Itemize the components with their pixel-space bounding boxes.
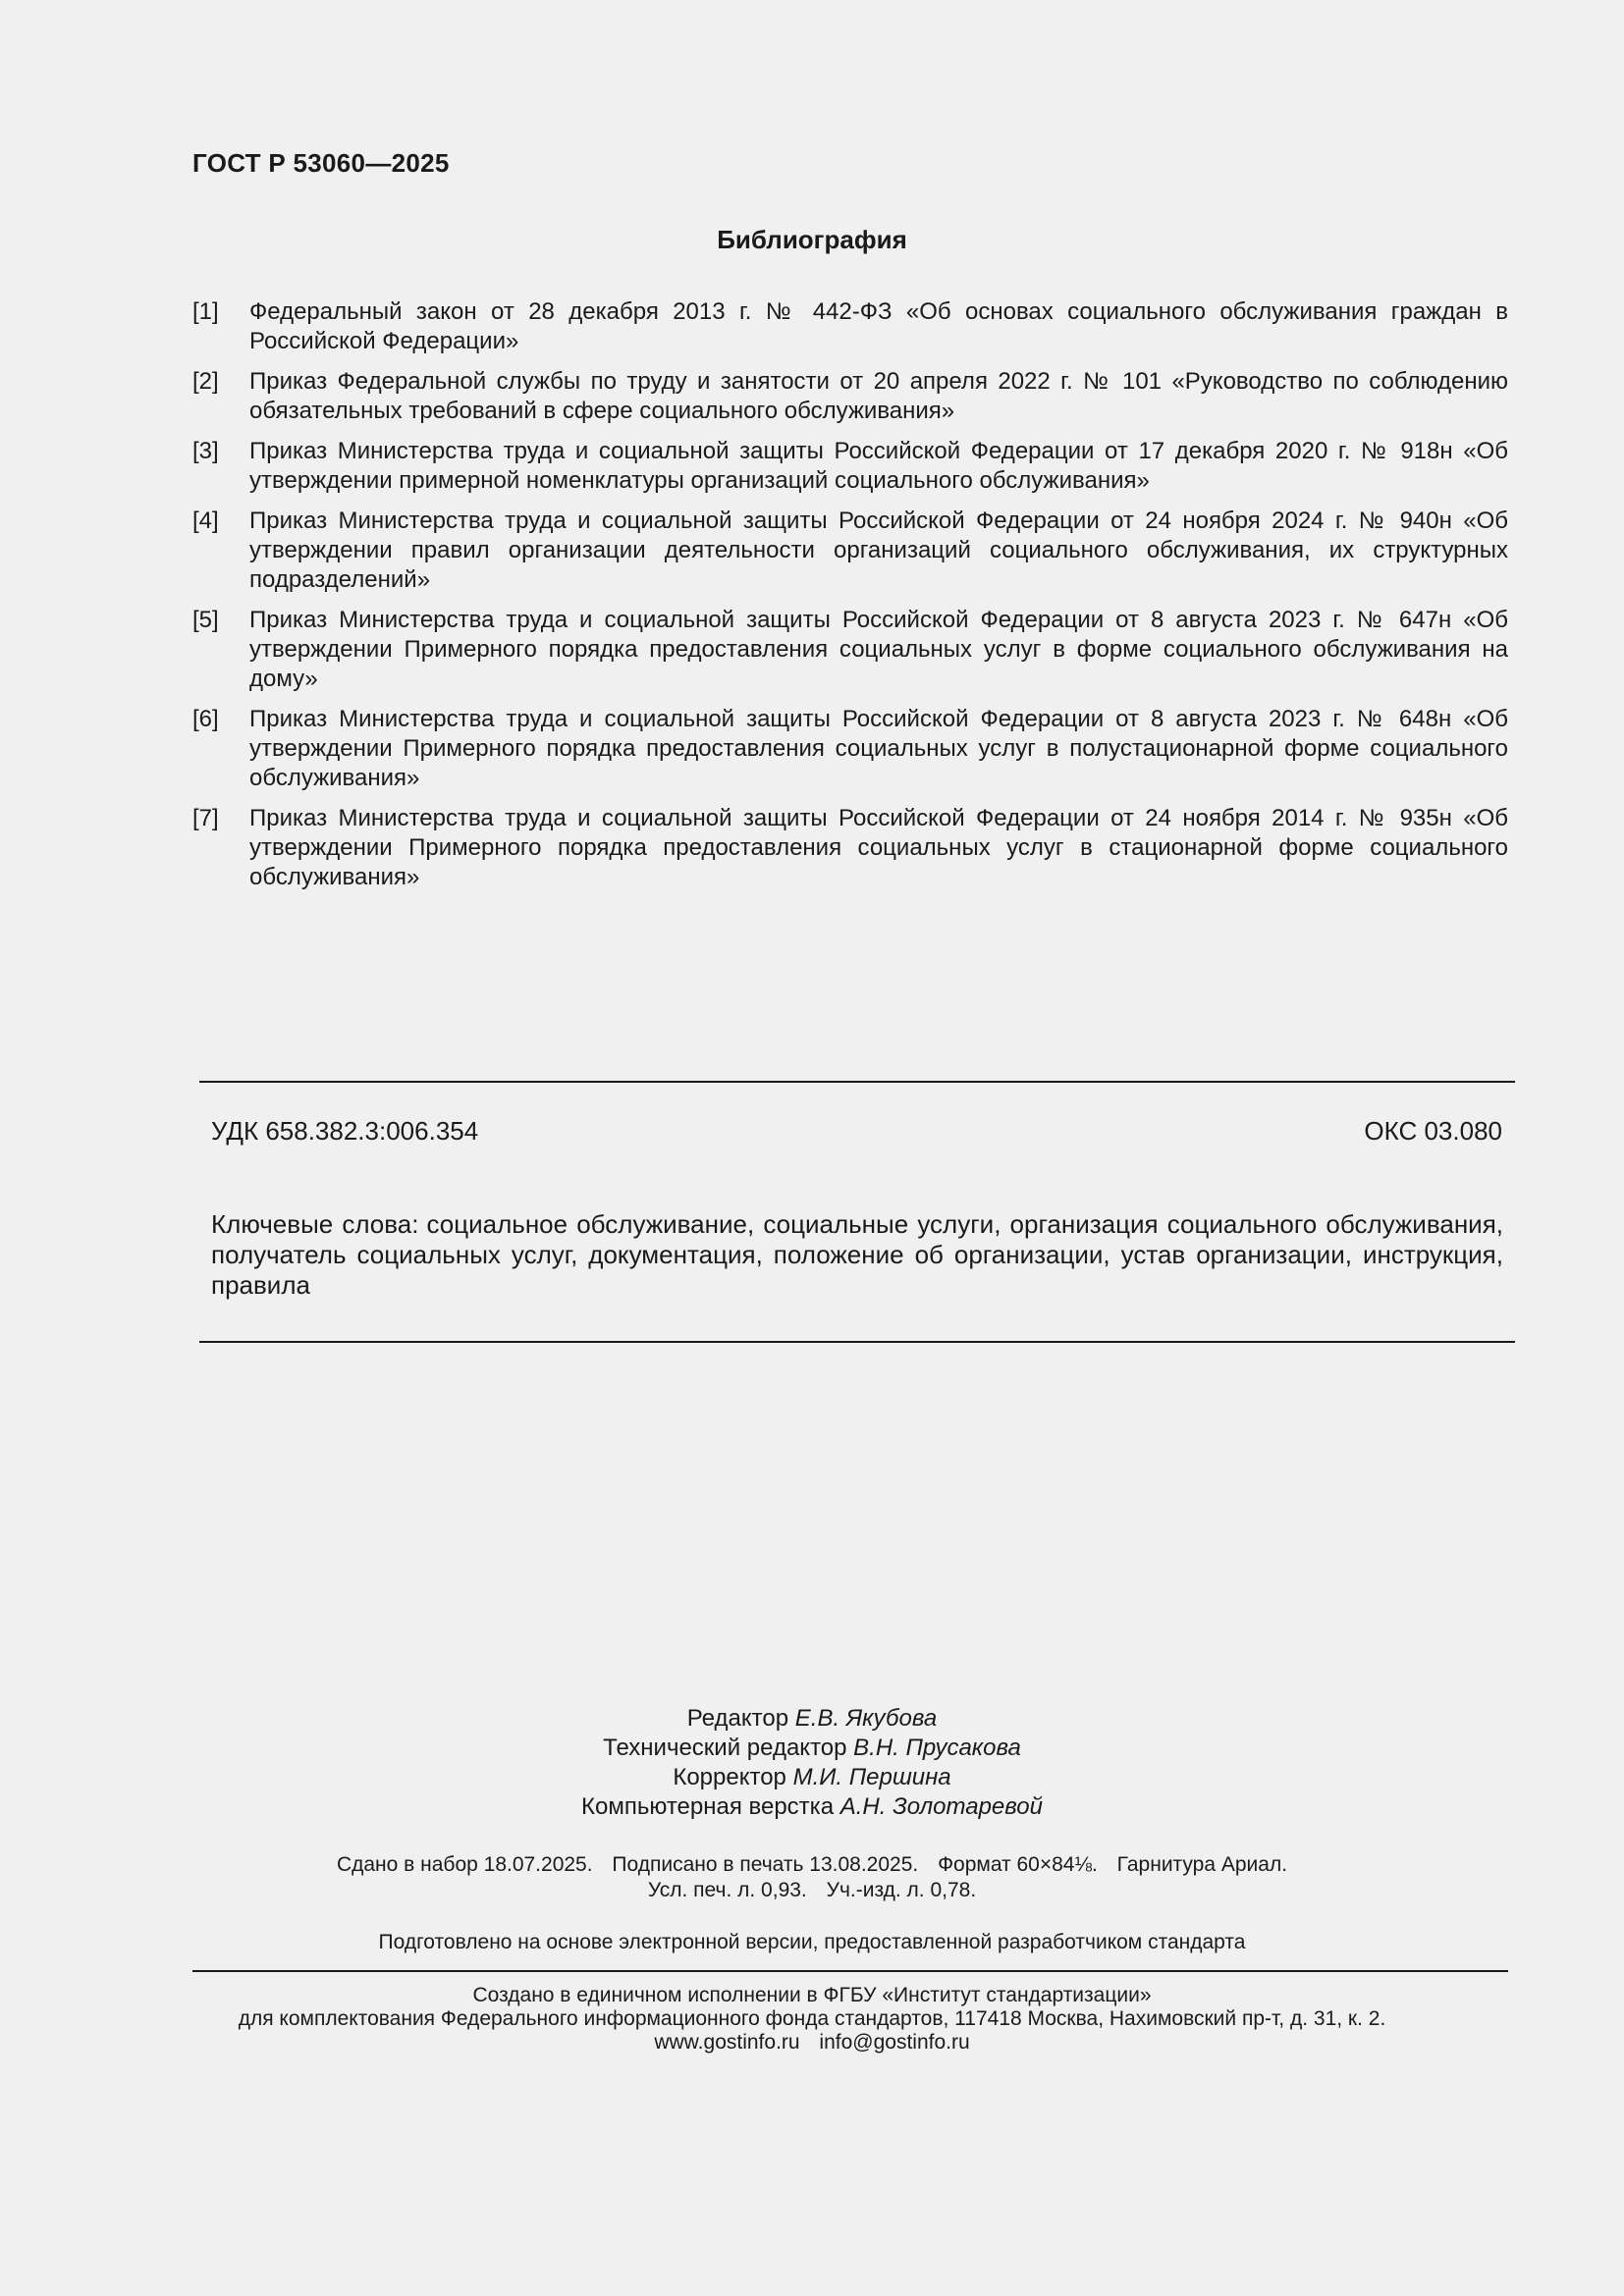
print-info: [0, 1852, 1624, 1903]
reference-number: [6]: [192, 706, 219, 732]
reference-number: [5]: [192, 607, 219, 633]
credits-block: [0, 1704, 1624, 1822]
bibliography-item: [192, 606, 1508, 694]
document-code: ГОСТ Р 53060—2025: [192, 148, 450, 178]
reference-text: Приказ Министерства труда и социальной защиты Российской Федерации от 24 ноября 2024 г. № 940н «Об утверждении правил организации деятельности организаций социального обслуживания, их структурных подразделений»: [249, 507, 1508, 593]
credit-proofreader: [0, 1763, 1624, 1792]
print-info-line-2: [0, 1878, 1624, 1903]
paper-format: Формат 60×84⅛.: [938, 1853, 1098, 1876]
credit-tech-editor: [0, 1734, 1624, 1763]
bibliography-list: [192, 297, 1508, 903]
oks-code: ОКС 03.080: [1364, 1116, 1502, 1146]
print-info-line-1: [0, 1852, 1624, 1878]
contacts-line: [0, 2031, 1624, 2055]
divider-middle: [199, 1341, 1515, 1343]
bibliography-item: [192, 507, 1508, 595]
udk-code: УДК 658.382.3:006.354: [211, 1116, 479, 1146]
website-link[interactable]: www.gostinfo.ru: [654, 2031, 800, 2054]
proofreader-name: М.И. Першина: [792, 1764, 951, 1790]
signed-date: Подписано в печать 13.08.2025.: [612, 1853, 919, 1876]
created-info: [0, 1984, 1624, 2055]
editor-role: Редактор: [686, 1705, 789, 1732]
reference-number: [7]: [192, 805, 219, 831]
keywords-text: социальное обслуживание, социальные услуги, организация социального обслуживания, получатель социальных услуг, документация, положение об организации, устав организации, инструкция, правила: [211, 1209, 1503, 1300]
keywords-block: [211, 1209, 1503, 1301]
credit-editor: [0, 1704, 1624, 1734]
email-link[interactable]: info@gostinfo.ru: [819, 2031, 970, 2054]
reference-text: Приказ Министерства труда и социальной защиты Российской Федерации от 24 ноября 2014 г. № 935н «Об утверждении Примерного порядка предоставления социальных услуг в стационарной форме социального обслуживания»: [249, 805, 1508, 890]
keywords-label: Ключевые слова:: [211, 1209, 419, 1239]
bibliography-item: [192, 367, 1508, 426]
bibliography-item: [192, 437, 1508, 496]
typeset-date: Сдано в набор 18.07.2025.: [336, 1853, 593, 1876]
reference-text: Приказ Федеральной службы по труду и занятости от 20 апреля 2022 г. № 101 «Руководство по соблюдению обязательных требований в сфере социального обслуживания»: [249, 368, 1508, 424]
reference-number: [1]: [192, 298, 219, 325]
typeface: Гарнитура Ариал.: [1116, 1853, 1288, 1876]
publication-sheets: Уч.-изд. л. 0,78.: [826, 1879, 977, 1901]
reference-number: [4]: [192, 507, 219, 534]
tech-editor-role: Технический редактор: [603, 1735, 847, 1761]
created-line-1: Создано в единичном исполнении в ФГБУ «Институт стандартизации»: [472, 1984, 1152, 2006]
proofreader-role: Корректор: [673, 1764, 786, 1790]
reference-text: Приказ Министерства труда и социальной защиты Российской Федерации от 8 августа 2023 г. № 648н «Об утверждении Примерного порядка предоставления социальных услуг в полустационарной форме социального обслуживания»: [249, 706, 1508, 791]
bibliography-title: Библиография: [717, 225, 907, 254]
bibliography-item: [192, 705, 1508, 793]
reference-text: Приказ Министерства труда и социальной защиты Российской Федерации от 17 декабря 2020 г. № 918н «Об утверждении примерной номенклатуры организаций социального обслуживания»: [249, 438, 1508, 494]
reference-number: [2]: [192, 368, 219, 395]
tech-editor-name: В.Н. Прусакова: [853, 1735, 1021, 1761]
print-sheets: Усл. печ. л. 0,93.: [647, 1879, 807, 1901]
layout-role: Компьютерная верстка: [581, 1793, 835, 1820]
reference-text: Приказ Министерства труда и социальной защиты Российской Федерации от 8 августа 2023 г. № 647н «Об утверждении Примерного порядка предоставления социальных услуг в форме социального обслуживания на дому»: [249, 607, 1508, 692]
created-line-2: для комплектования Федерального информационного фонда стандартов, 117418 Москва, Нахимовский пр-т, д. 31, к. 2.: [238, 2007, 1386, 2030]
divider-top: [199, 1081, 1515, 1083]
bibliography-item: [192, 297, 1508, 356]
layout-name: А.Н. Золотаревой: [839, 1793, 1043, 1820]
prepared-note: Подготовлено на основе электронной версии, предоставленной разработчиком стандарта: [378, 1931, 1246, 1953]
divider-bottom: [192, 1970, 1508, 1972]
reference-text: Федеральный закон от 28 декабря 2013 г. № 442-ФЗ «Об основах социального обслуживания граждан в Российской Федерации»: [249, 298, 1508, 354]
reference-number: [3]: [192, 438, 219, 464]
editor-name: Е.В. Якубова: [794, 1705, 938, 1732]
credit-layout: [0, 1792, 1624, 1822]
bibliography-item: [192, 804, 1508, 892]
